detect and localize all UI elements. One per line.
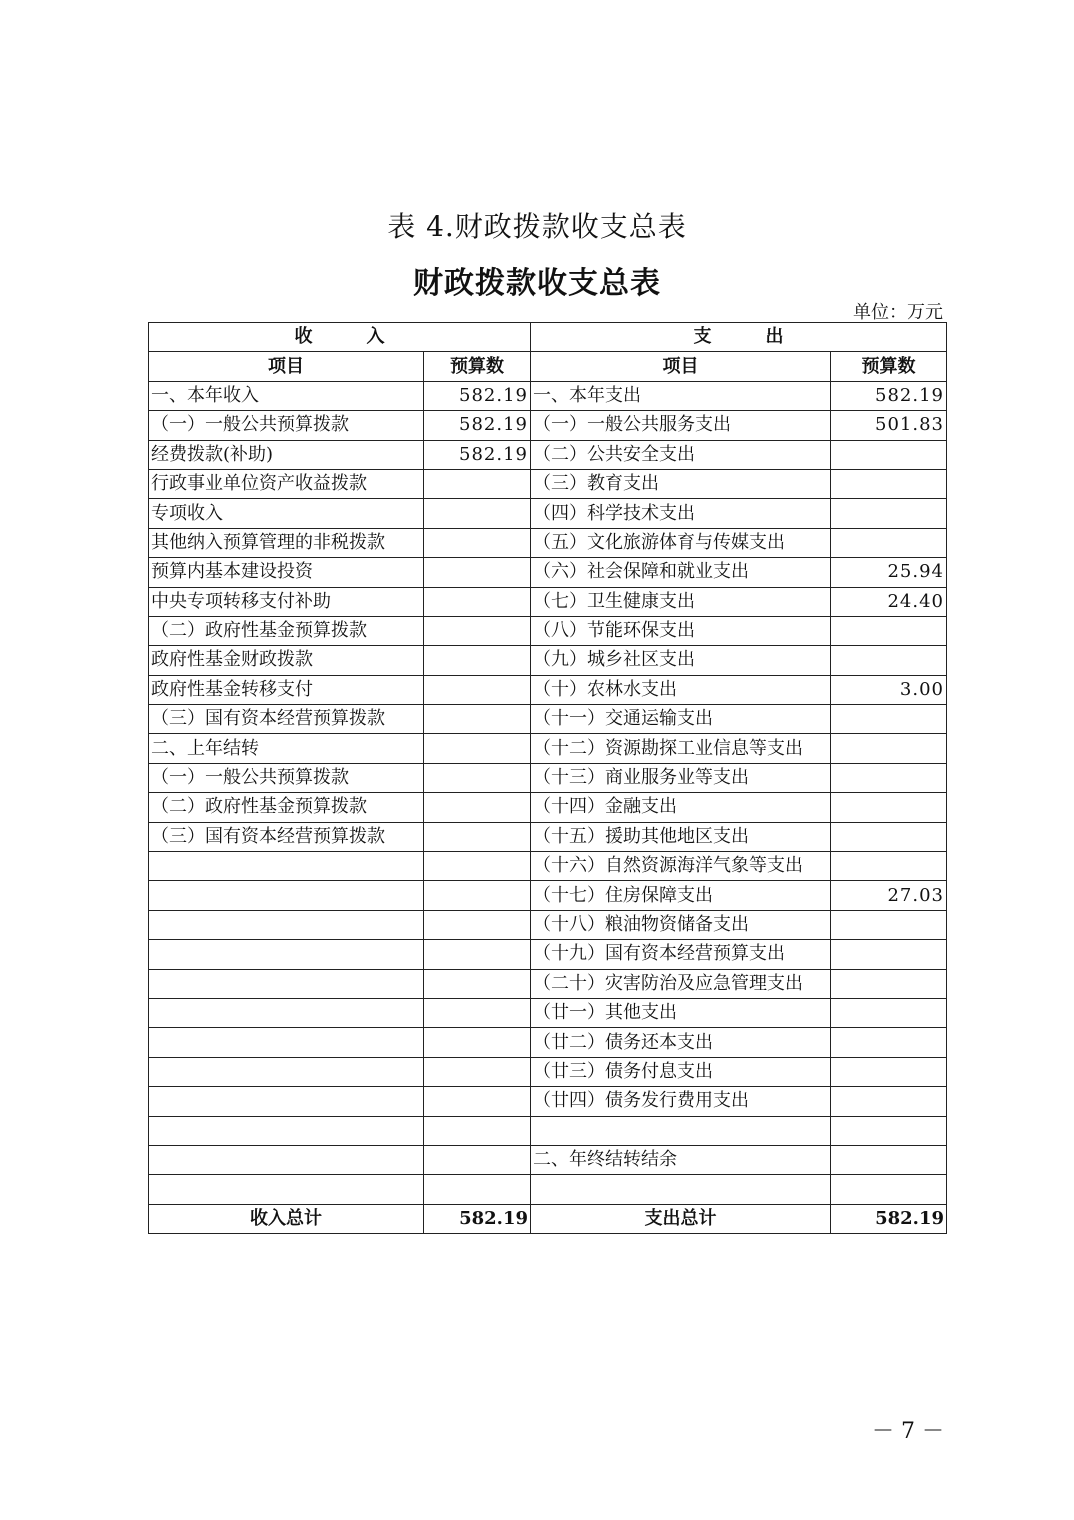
income-value-cell: 582.19 — [424, 440, 531, 469]
total-row — [149, 1204, 947, 1233]
table-row — [149, 705, 947, 734]
income-item-cell: （一）一般公共预算拨款 — [149, 763, 424, 792]
income-item-cell — [149, 1116, 424, 1145]
section-header-row — [149, 323, 947, 352]
income-item-cell: （一）一般公共预算拨款 — [149, 411, 424, 440]
expense-value-cell — [831, 822, 947, 851]
income-item-cell — [149, 1057, 424, 1086]
income-value-cell — [424, 587, 531, 616]
expense-value-cell — [831, 852, 947, 881]
income-value-cell — [424, 734, 531, 763]
income-value-cell — [424, 793, 531, 822]
table-row — [149, 1175, 947, 1204]
income-value-cell — [424, 675, 531, 704]
expense-item-cell: （十八）粮油物资储备支出 — [531, 910, 831, 939]
expense-item-cell: （七）卫生健康支出 — [531, 587, 831, 616]
income-item-cell — [149, 1087, 424, 1116]
income-value-cell — [424, 469, 531, 498]
income-total-value: 582.19 — [424, 1204, 531, 1233]
table-row — [149, 587, 947, 616]
expense-item-cell: 一、本年支出 — [531, 381, 831, 410]
income-value-cell — [424, 705, 531, 734]
table-row — [149, 998, 947, 1027]
income-value-cell — [424, 1028, 531, 1057]
income-item-cell — [149, 1145, 424, 1174]
expense-value-cell — [831, 499, 947, 528]
table-row — [149, 499, 947, 528]
expense-header: 支 出 — [531, 323, 947, 352]
expense-item-cell: （一）一般公共服务支出 — [531, 411, 831, 440]
expense-item-cell: （十三）商业服务业等支出 — [531, 763, 831, 792]
income-value-cell — [424, 499, 531, 528]
page-number: － 7 － — [872, 1419, 944, 1444]
expense-value-cell — [831, 1145, 947, 1174]
document-caption: 表 4.财政拨款收支总表 — [387, 210, 687, 243]
income-item-cell — [149, 852, 424, 881]
income-value-cell — [424, 1145, 531, 1174]
expense-value-cell — [831, 705, 947, 734]
table-row — [149, 440, 947, 469]
income-item-cell — [149, 940, 424, 969]
income-value-cell — [424, 998, 531, 1027]
table-row — [149, 1145, 947, 1174]
income-value-cell — [424, 763, 531, 792]
expense-value-cell — [831, 763, 947, 792]
expense-total-label: 支出总计 — [531, 1204, 831, 1233]
expense-item-cell: （十五）援助其他地区支出 — [531, 822, 831, 851]
table-row — [149, 558, 947, 587]
expense-item-cell: （三）教育支出 — [531, 469, 831, 498]
expense-value-cell — [831, 616, 947, 645]
expense-value-cell — [831, 646, 947, 675]
income-value-cell — [424, 822, 531, 851]
expense-value-cell — [831, 998, 947, 1027]
expense-item-cell: （十一）交通运输支出 — [531, 705, 831, 734]
expense-value-cell: 3.00 — [831, 675, 947, 704]
table-row — [149, 528, 947, 557]
table-row — [149, 734, 947, 763]
income-value-cell — [424, 1057, 531, 1086]
income-item-cell: （三）国有资本经营预算拨款 — [149, 822, 424, 851]
expense-item-cell: （十七）住房保障支出 — [531, 881, 831, 910]
expense-item-cell: （二）公共安全支出 — [531, 440, 831, 469]
table-row — [149, 793, 947, 822]
income-value-cell — [424, 881, 531, 910]
income-header: 收 入 — [149, 323, 531, 352]
expense-item-cell: （廿三）债务付息支出 — [531, 1057, 831, 1086]
expense-value-cell — [831, 469, 947, 498]
income-item-cell: 中央专项转移支付补助 — [149, 587, 424, 616]
income-item-cell — [149, 998, 424, 1027]
expense-item-cell — [531, 1116, 831, 1145]
expense-value-cell — [831, 528, 947, 557]
income-value-cell — [424, 616, 531, 645]
income-item-cell: （二）政府性基金预算拨款 — [149, 793, 424, 822]
income-value-cell — [424, 558, 531, 587]
expense-item-cell: （廿二）债务还本支出 — [531, 1028, 831, 1057]
expense-item-cell: （十四）金融支出 — [531, 793, 831, 822]
expense-item-cell: （十）农林水支出 — [531, 675, 831, 704]
table-row — [149, 1057, 947, 1086]
expense-item-cell: （六）社会保障和就业支出 — [531, 558, 831, 587]
income-value-cell — [424, 1116, 531, 1145]
expense-value-cell — [831, 910, 947, 939]
expense-value-cell: 501.83 — [831, 411, 947, 440]
expense-value-cell: 582.19 — [831, 381, 947, 410]
expense-value-cell: 24.40 — [831, 587, 947, 616]
table-row — [149, 381, 947, 410]
income-value-cell: 582.19 — [424, 381, 531, 410]
income-item-cell: 一、本年收入 — [149, 381, 424, 410]
income-item-cell: 行政事业单位资产收益拨款 — [149, 469, 424, 498]
income-item-cell: 其他纳入预算管理的非税拨款 — [149, 528, 424, 557]
income-item-cell — [149, 910, 424, 939]
income-item-cell: 二、上年结转 — [149, 734, 424, 763]
expense-value-cell: 27.03 — [831, 881, 947, 910]
expense-item-cell: （四）科学技术支出 — [531, 499, 831, 528]
table-row — [149, 1028, 947, 1057]
income-item-cell — [149, 881, 424, 910]
expense-value-cell — [831, 1116, 947, 1145]
expense-value-cell — [831, 1028, 947, 1057]
table-row — [149, 852, 947, 881]
expense-value-cell — [831, 734, 947, 763]
expense-item-header: 项目 — [531, 352, 831, 381]
column-header-row — [149, 352, 947, 381]
income-item-header: 项目 — [149, 352, 424, 381]
table-row — [149, 411, 947, 440]
income-value-cell — [424, 1087, 531, 1116]
table-row — [149, 763, 947, 792]
income-item-cell: （二）政府性基金预算拨款 — [149, 616, 424, 645]
income-item-cell — [149, 969, 424, 998]
table-row — [149, 616, 947, 645]
expense-total-value: 582.19 — [831, 1204, 947, 1233]
expense-value-cell: 25.94 — [831, 558, 947, 587]
income-value-cell: 582.19 — [424, 411, 531, 440]
income-value-cell — [424, 969, 531, 998]
income-value-cell — [424, 646, 531, 675]
income-total-label: 收入总计 — [149, 1204, 424, 1233]
table-row — [149, 969, 947, 998]
expense-value-cell — [831, 793, 947, 822]
expense-item-cell: （十六）自然资源海洋气象等支出 — [531, 852, 831, 881]
income-item-cell: 预算内基本建设投资 — [149, 558, 424, 587]
expense-item-cell: （十九）国有资本经营预算支出 — [531, 940, 831, 969]
table-row — [149, 675, 947, 704]
expense-value-cell — [831, 1175, 947, 1204]
expense-item-cell: （五）文化旅游体育与传媒支出 — [531, 528, 831, 557]
expense-item-cell: 二、年终结转结余 — [531, 1145, 831, 1174]
income-item-cell — [149, 1175, 424, 1204]
expense-item-cell: （八）节能环保支出 — [531, 616, 831, 645]
page-title: 财政拨款收支总表 — [413, 266, 661, 301]
expense-budget-header: 预算数 — [831, 352, 947, 381]
unit-label: 单位：万元 — [853, 302, 943, 323]
budget-table — [148, 322, 947, 1234]
expense-value-cell — [831, 440, 947, 469]
table-row — [149, 881, 947, 910]
income-value-cell — [424, 910, 531, 939]
income-item-cell: （三）国有资本经营预算拨款 — [149, 705, 424, 734]
table-row — [149, 940, 947, 969]
income-item-cell: 政府性基金财政拨款 — [149, 646, 424, 675]
table-row — [149, 646, 947, 675]
income-value-cell — [424, 1175, 531, 1204]
income-budget-header: 预算数 — [424, 352, 531, 381]
expense-value-cell — [831, 969, 947, 998]
income-value-cell — [424, 852, 531, 881]
expense-item-cell — [531, 1175, 831, 1204]
table-row — [149, 469, 947, 498]
table-row — [149, 910, 947, 939]
expense-item-cell: （九）城乡社区支出 — [531, 646, 831, 675]
expense-value-cell — [831, 940, 947, 969]
income-item-cell: 专项收入 — [149, 499, 424, 528]
income-value-cell — [424, 528, 531, 557]
income-item-cell: 政府性基金转移支付 — [149, 675, 424, 704]
expense-item-cell: （十二）资源勘探工业信息等支出 — [531, 734, 831, 763]
income-value-cell — [424, 940, 531, 969]
table-row — [149, 822, 947, 851]
income-item-cell — [149, 1028, 424, 1057]
expense-item-cell: （廿一）其他支出 — [531, 998, 831, 1027]
expense-item-cell: （廿四）债务发行费用支出 — [531, 1087, 831, 1116]
expense-value-cell — [831, 1057, 947, 1086]
table-row — [149, 1087, 947, 1116]
income-item-cell: 经费拨款(补助) — [149, 440, 424, 469]
expense-item-cell: （二十）灾害防治及应急管理支出 — [531, 969, 831, 998]
expense-value-cell — [831, 1087, 947, 1116]
table-row — [149, 1116, 947, 1145]
